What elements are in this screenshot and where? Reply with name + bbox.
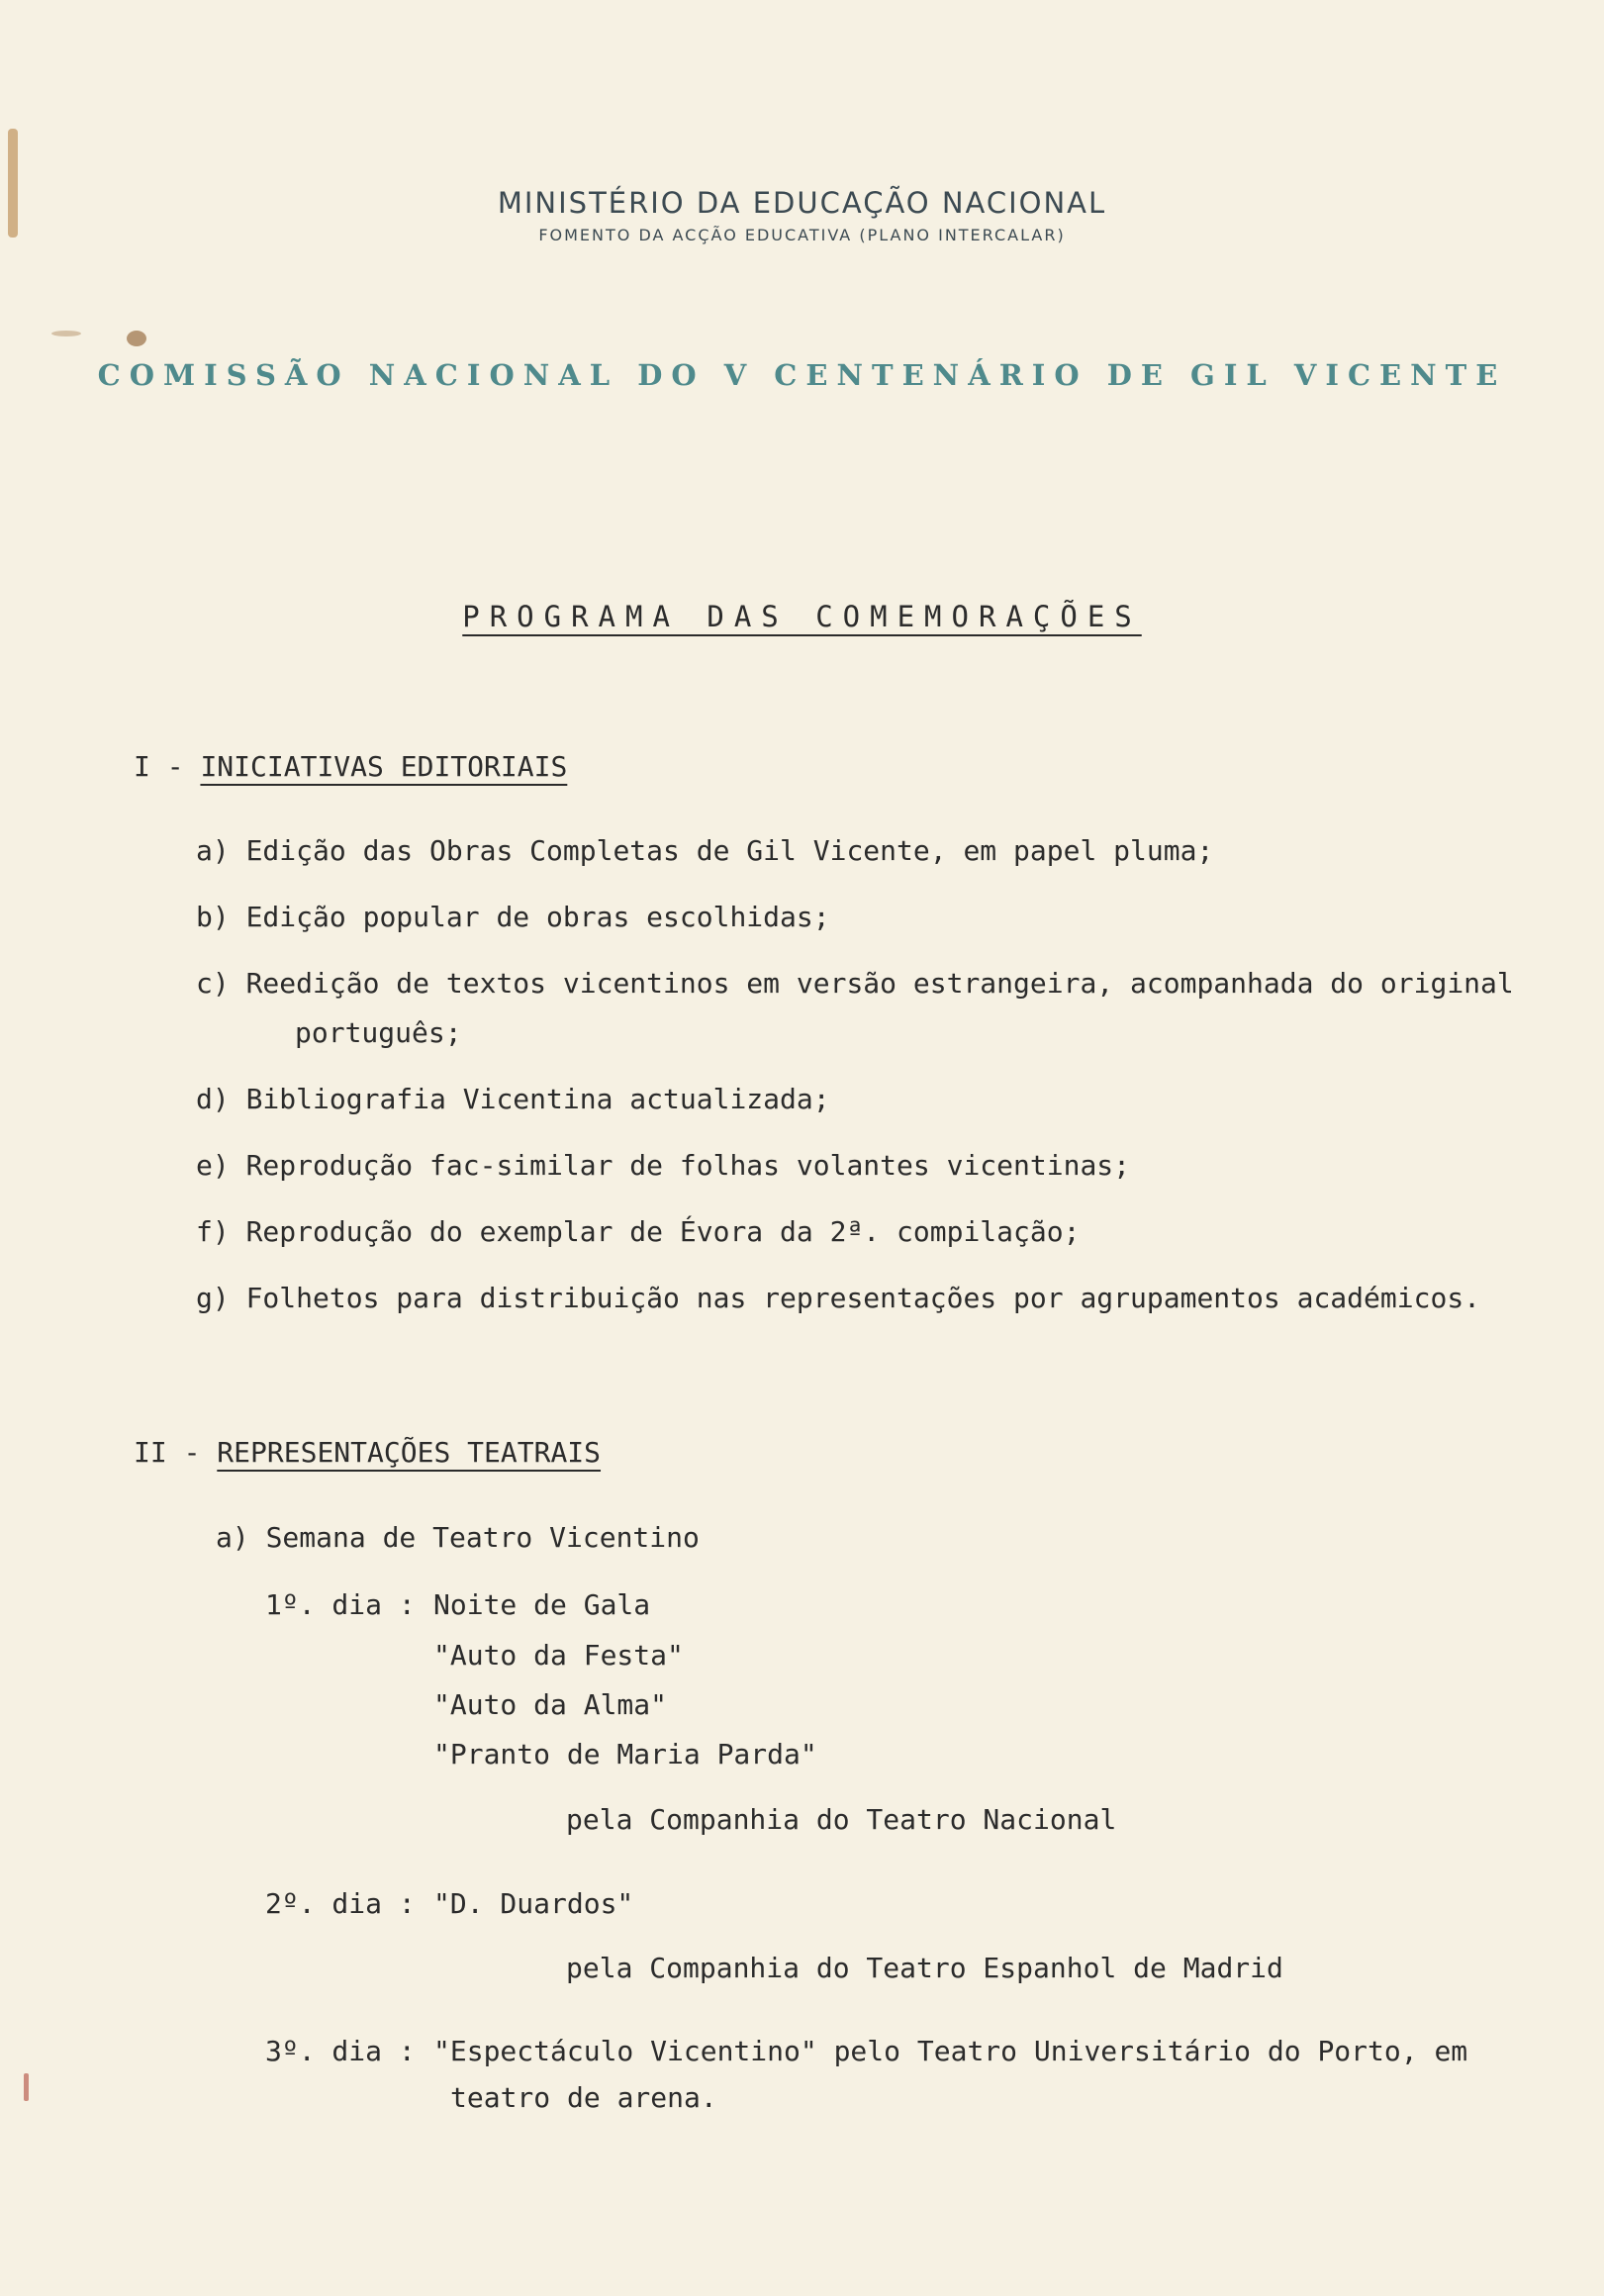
item-text: Bibliografia Vicentina actualizada; (245, 1083, 830, 1115)
day-1-line: "Auto da Festa" (433, 1639, 684, 1672)
list-item (196, 1282, 1480, 1314)
day-1-line: Noite de Gala (433, 1588, 651, 1621)
section-2-title: REPRESENTAÇÕES TEATRAIS (217, 1436, 602, 1469)
item-text: Folhetos para distribuição nas representações por agrupamentos académicos. (245, 1282, 1481, 1314)
item-letter: a) (196, 834, 230, 867)
ministry-heading: MINISTÉRIO DA EDUCAÇÃO NACIONAL (497, 186, 1107, 220)
rust-stain (127, 331, 146, 346)
day-1-company: pela Companhia do Teatro Nacional (566, 1803, 1117, 1836)
item-text: Edição das Obras Completas de Gil Vicente, em papel pluma; (245, 834, 1214, 867)
item-continuation: português; (295, 1016, 462, 1049)
item-letter: d) (196, 1083, 230, 1115)
item-text: Reedição de textos vicentinos em versão estrangeira, acompanhada do original (245, 967, 1514, 1000)
list-item (196, 1083, 830, 1115)
section-2-heading (134, 1436, 601, 1469)
item-text: Reprodução do exemplar de Évora da 2ª. compilação; (245, 1215, 1081, 1248)
list-item (196, 834, 1213, 867)
section-1-title: INICIATIVAS EDITORIAIS (200, 750, 568, 783)
rust-stain (24, 2073, 29, 2101)
ministry-subtitle: FOMENTO DA ACÇÃO EDUCATIVA (PLANO INTERCALAR) (538, 226, 1066, 244)
list-item (196, 1149, 1130, 1182)
item-letter: g) (196, 1282, 230, 1314)
day-2-label: 2º. dia : (265, 1887, 416, 1920)
item-letter: b) (196, 901, 230, 933)
list-item (196, 901, 830, 933)
day-2-company: pela Companhia do Teatro Espanhol de Madrid (566, 1952, 1283, 1984)
section-2-number: II - (134, 1436, 201, 1469)
list-item (196, 967, 1514, 1000)
day-1-line: "Auto da Alma" (433, 1688, 668, 1721)
commission-heading: COMISSÃO NACIONAL DO V CENTENÁRIO DE GIL VICENTE (97, 358, 1507, 392)
day-1-line: "Pranto de Maria Parda" (433, 1738, 817, 1770)
item-letter: f) (196, 1215, 230, 1248)
item-text: Edição popular de obras escolhidas; (245, 901, 830, 933)
day-3-continuation: teatro de arena. (450, 2081, 717, 2114)
item-letter: c) (196, 967, 230, 1000)
program-title: PROGRAMA DAS COMEMORAÇÕES (462, 600, 1142, 633)
day-3-label: 3º. dia : (265, 2035, 416, 2067)
rust-stain (8, 129, 18, 238)
subsection-a: a) Semana de Teatro Vicentino (216, 1521, 700, 1554)
section-1-heading (134, 750, 567, 783)
section-1-number: I - (134, 750, 184, 783)
item-letter: e) (196, 1149, 230, 1182)
day-3-line: "Espectáculo Vicentino" pelo Teatro Universitário do Porto, em (433, 2035, 1468, 2067)
rust-stain (51, 331, 81, 336)
day-1-label: 1º. dia : (265, 1588, 416, 1621)
day-2-line: "D. Duardos" (433, 1887, 634, 1920)
item-text: Reprodução fac-similar de folhas volantes vicentinas; (245, 1149, 1131, 1182)
list-item (196, 1215, 1080, 1248)
